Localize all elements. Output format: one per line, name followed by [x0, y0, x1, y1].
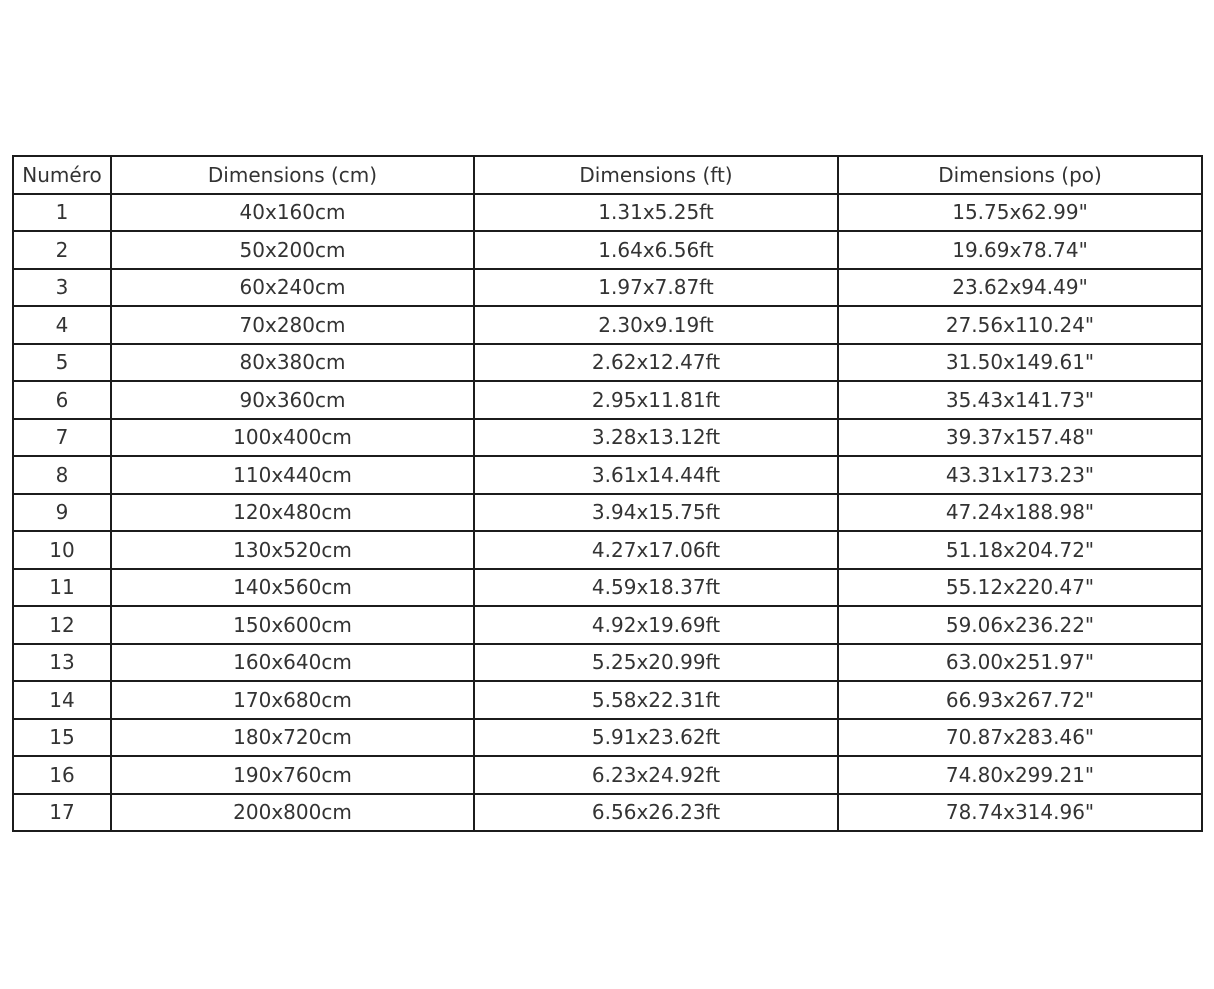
- cell-ft: 5.25x20.99ft: [474, 644, 838, 682]
- cell-numero: 10: [13, 531, 111, 569]
- cell-po: 47.24x188.98": [838, 494, 1202, 532]
- cell-cm: 190x760cm: [111, 756, 474, 794]
- cell-po: 35.43x141.73": [838, 381, 1202, 419]
- cell-po: 55.12x220.47": [838, 569, 1202, 607]
- cell-numero: 6: [13, 381, 111, 419]
- table-row: [13, 719, 1202, 757]
- table-row: [13, 231, 1202, 269]
- column-header-ft: Dimensions (ft): [474, 156, 838, 194]
- cell-po: 70.87x283.46": [838, 719, 1202, 757]
- table-row: [13, 419, 1202, 457]
- cell-numero: 11: [13, 569, 111, 607]
- cell-ft: 3.94x15.75ft: [474, 494, 838, 532]
- table-row: [13, 494, 1202, 532]
- cell-cm: 170x680cm: [111, 681, 474, 719]
- cell-cm: 160x640cm: [111, 644, 474, 682]
- cell-numero: 1: [13, 194, 111, 232]
- table-row: [13, 344, 1202, 382]
- table-row: [13, 381, 1202, 419]
- cell-po: 15.75x62.99": [838, 194, 1202, 232]
- table-row: [13, 569, 1202, 607]
- cell-cm: 60x240cm: [111, 269, 474, 307]
- cell-po: 74.80x299.21": [838, 756, 1202, 794]
- cell-ft: 1.31x5.25ft: [474, 194, 838, 232]
- cell-ft: 6.56x26.23ft: [474, 794, 838, 832]
- cell-ft: 4.27x17.06ft: [474, 531, 838, 569]
- cell-cm: 40x160cm: [111, 194, 474, 232]
- cell-po: 43.31x173.23": [838, 456, 1202, 494]
- cell-cm: 80x380cm: [111, 344, 474, 382]
- cell-numero: 3: [13, 269, 111, 307]
- table-row: [13, 644, 1202, 682]
- cell-ft: 1.64x6.56ft: [474, 231, 838, 269]
- cell-po: 23.62x94.49": [838, 269, 1202, 307]
- cell-po: 78.74x314.96": [838, 794, 1202, 832]
- cell-po: 59.06x236.22": [838, 606, 1202, 644]
- cell-cm: 90x360cm: [111, 381, 474, 419]
- cell-numero: 8: [13, 456, 111, 494]
- cell-ft: 5.91x23.62ft: [474, 719, 838, 757]
- table-row: [13, 531, 1202, 569]
- cell-cm: 100x400cm: [111, 419, 474, 457]
- cell-cm: 180x720cm: [111, 719, 474, 757]
- cell-cm: 200x800cm: [111, 794, 474, 832]
- cell-cm: 50x200cm: [111, 231, 474, 269]
- cell-cm: 150x600cm: [111, 606, 474, 644]
- cell-cm: 130x520cm: [111, 531, 474, 569]
- cell-cm: 140x560cm: [111, 569, 474, 607]
- cell-ft: 2.95x11.81ft: [474, 381, 838, 419]
- cell-po: 19.69x78.74": [838, 231, 1202, 269]
- column-header-numero: Numéro: [13, 156, 111, 194]
- cell-numero: 2: [13, 231, 111, 269]
- cell-numero: 17: [13, 794, 111, 832]
- cell-po: 63.00x251.97": [838, 644, 1202, 682]
- cell-numero: 13: [13, 644, 111, 682]
- cell-numero: 15: [13, 719, 111, 757]
- table-row: [13, 794, 1202, 832]
- cell-numero: 12: [13, 606, 111, 644]
- cell-numero: 7: [13, 419, 111, 457]
- cell-po: 31.50x149.61": [838, 344, 1202, 382]
- cell-numero: 9: [13, 494, 111, 532]
- cell-ft: 3.28x13.12ft: [474, 419, 838, 457]
- table-row: [13, 606, 1202, 644]
- cell-po: 27.56x110.24": [838, 306, 1202, 344]
- cell-cm: 110x440cm: [111, 456, 474, 494]
- table-row: [13, 681, 1202, 719]
- column-header-po: Dimensions (po): [838, 156, 1202, 194]
- table-row: [13, 269, 1202, 307]
- cell-numero: 14: [13, 681, 111, 719]
- cell-ft: 3.61x14.44ft: [474, 456, 838, 494]
- cell-numero: 16: [13, 756, 111, 794]
- cell-po: 66.93x267.72": [838, 681, 1202, 719]
- cell-ft: 4.92x19.69ft: [474, 606, 838, 644]
- cell-numero: 5: [13, 344, 111, 382]
- cell-ft: 6.23x24.92ft: [474, 756, 838, 794]
- cell-po: 39.37x157.48": [838, 419, 1202, 457]
- cell-po: 51.18x204.72": [838, 531, 1202, 569]
- dimensions-table: [12, 155, 1203, 832]
- cell-cm: 70x280cm: [111, 306, 474, 344]
- cell-cm: 120x480cm: [111, 494, 474, 532]
- table-row: [13, 456, 1202, 494]
- cell-ft: 4.59x18.37ft: [474, 569, 838, 607]
- cell-ft: 2.62x12.47ft: [474, 344, 838, 382]
- column-header-cm: Dimensions (cm): [111, 156, 474, 194]
- table-row: [13, 756, 1202, 794]
- cell-numero: 4: [13, 306, 111, 344]
- cell-ft: 2.30x9.19ft: [474, 306, 838, 344]
- cell-ft: 1.97x7.87ft: [474, 269, 838, 307]
- table-row: [13, 194, 1202, 232]
- header-row: [13, 156, 1202, 194]
- cell-ft: 5.58x22.31ft: [474, 681, 838, 719]
- table-row: [13, 306, 1202, 344]
